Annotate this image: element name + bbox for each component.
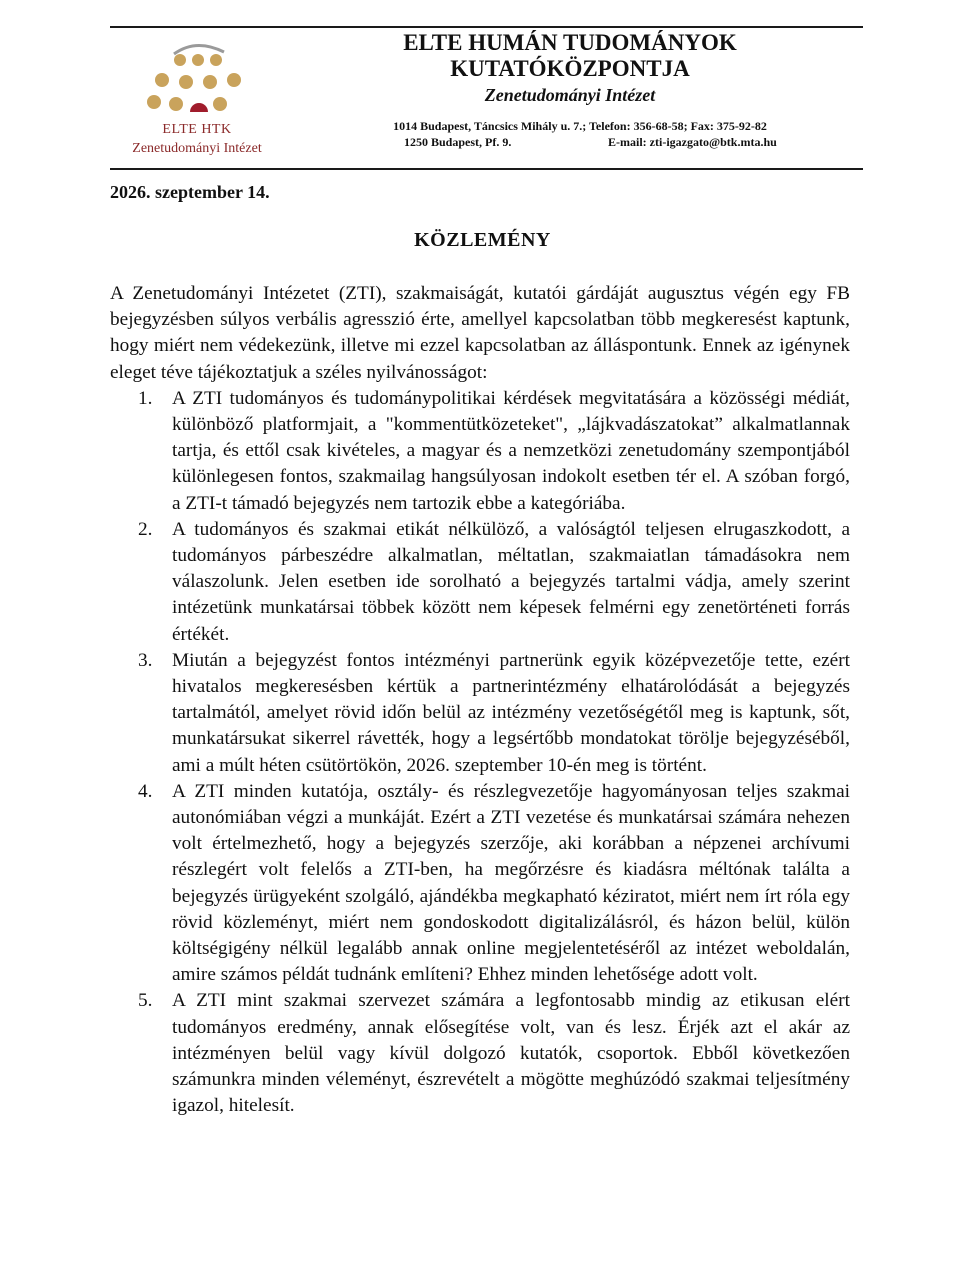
- org-name-line2: KUTATÓKÖZPONTJA: [450, 56, 690, 81]
- address-line-1: 1014 Budapest, Táncsics Mihály u. 7.; Telefon: 356-68-58; Fax: 375-92-82: [393, 119, 767, 133]
- logo-dot: [169, 97, 183, 111]
- logo-emblem-icon: [136, 40, 258, 116]
- logo-dot: [227, 73, 241, 87]
- logo-text-htk: ELTE HTK: [162, 122, 232, 137]
- logo-text-institute: Zenetudományi Intézet: [132, 141, 262, 156]
- list-number: 4.: [138, 780, 153, 802]
- email-address: E-mail: zti-igazgato@btk.mta.hu: [608, 135, 777, 149]
- list-item-text: A ZTI mint szakmai szervezet számára a legfontosabb mindig az etikusan elért tudományos eredmény, annak elősegítése volt, van és lesz. Érjék azt el akár az intézményen belül vagy kívül dolgozó kutatók, csoportok. Ebből következően számunkra minden véleményt, észrevételt a mögötte meghúzódó szakmai teljesítmény igazol, hitelesít.: [172, 990, 850, 1117]
- org-subtitle: Zenetudományi Intézet: [484, 85, 656, 105]
- logo-dot: [179, 75, 193, 89]
- list-item-text: A ZTI minden kutatója, osztály- és részlegvezetője hagyományosan teljes szakmai autonómiában végzi a munkáját. Ezért a ZTI vezetése és munkatársai számára nehezen volt értelmezhető, hogy a bejegyzés szerzője, aki korábban a népzenei archívumi részlegért volt felelős a ZTI-ben, ha megőrzésre és kiadásra méltónak találta a bejegyzés ürügyeként szolgáló, ajándékba megkapható kéziratot, miért nem írt róla egy rövid közleményt, miért nem gondoskodott digitalizálásról, és házon belül, külön költségigény nélkül legalább annak online megjelentetéséről az intézet weboldalán, amire számos példát tudnánk említeni? Ehhez minden lehetősége adott volt.: [172, 780, 850, 986]
- document-title: KÖZLEMÉNY: [414, 229, 551, 251]
- logo-red-mark: [190, 103, 208, 112]
- institute-logo: [112, 36, 282, 164]
- logo-dot: [174, 54, 186, 66]
- list-item: [110, 648, 850, 779]
- header-top-rule: [110, 26, 863, 28]
- list-number: 2.: [138, 518, 153, 540]
- logo-dot: [203, 75, 217, 89]
- list-item: [110, 386, 850, 517]
- logo-dot: [213, 97, 227, 111]
- logo-dot: [155, 73, 169, 87]
- numbered-points: [110, 386, 850, 1120]
- list-item: [110, 517, 850, 648]
- list-item-text: Miután a bejegyzést fontos intézményi partnerünk egyik középvezetője tette, ezért hivatalos megkeresésben kértük a partnerintézmény elhatárolódását a bejegyzés tartalmától, amelyet rövid időn belül az intézmény vezetőségétől meg is kaptunk, sőt, munkatársukat sikerrel rávették, hogy a legsértőbb mondatokat törölje bejegyzéséből, ami a múlt héten csütörtökön, 2026. szeptember 10-én meg is történt.: [172, 649, 850, 776]
- list-item: [110, 988, 850, 1119]
- list-item-text: A tudományos és szakmai etikát nélkülöző, a valóságtól teljesen elrugaszkodott, a tudományos párbeszédre alkalmatlan, méltatlan, szakmaiatlan támadásokra nem válaszolunk. Jelen esetben ide sorolható a bejegyzés tartalmi vádja, amely szerint intézetünk munkatársai többek között nem képesek felmérni egy zenetörténeti forrás értékét.: [172, 518, 850, 645]
- document-date: 2026. szeptember 14.: [110, 182, 270, 202]
- list-number: 5.: [138, 990, 153, 1012]
- intro-paragraph: A Zenetudományi Intézetet (ZTI), szakmaiságát, kutatói gárdáját augusztus végén egy FB bejegyzésben súlyos verbális agresszió érte, amellyel kapcsolatban több megkeresést kaptunk, hogy miért nem védekezünk, illetve mi ezzel kapcsolatban az álláspontunk. Ennek az igénynek eleget téve tájékoztatjuk a széles nyilvánosságot:: [110, 283, 850, 383]
- logo-dot: [210, 54, 222, 66]
- logo-dot: [192, 54, 204, 66]
- postal-address: 1250 Budapest, Pf. 9.: [404, 135, 512, 149]
- org-name-line1: ELTE HUMÁN TUDOMÁNYOK: [403, 30, 737, 55]
- organization-block: [300, 30, 840, 108]
- list-item-text: A ZTI tudományos és tudománypolitikai kérdések megvitatására a közösségi médiát, különböző platformjait, a "kommentütközeteket", „lájkvadászatokat” alkalmatlannak tartja, és ettől csak kivételes, a magyar és a nemzetközi zenetudomány szempontjából különlegesen fontos, szakmailag hangsúlyosan indokolt esetben tér el. A szóban forgó, a ZTI-t támadó bejegyzés nem tartozik ebbe a kategóriába.: [172, 387, 850, 514]
- list-item: [110, 779, 850, 989]
- header-bottom-rule: [110, 168, 863, 170]
- logo-dot: [147, 95, 161, 109]
- list-number: 3.: [138, 649, 153, 671]
- document-body: [110, 281, 850, 1120]
- list-number: 1.: [138, 387, 153, 409]
